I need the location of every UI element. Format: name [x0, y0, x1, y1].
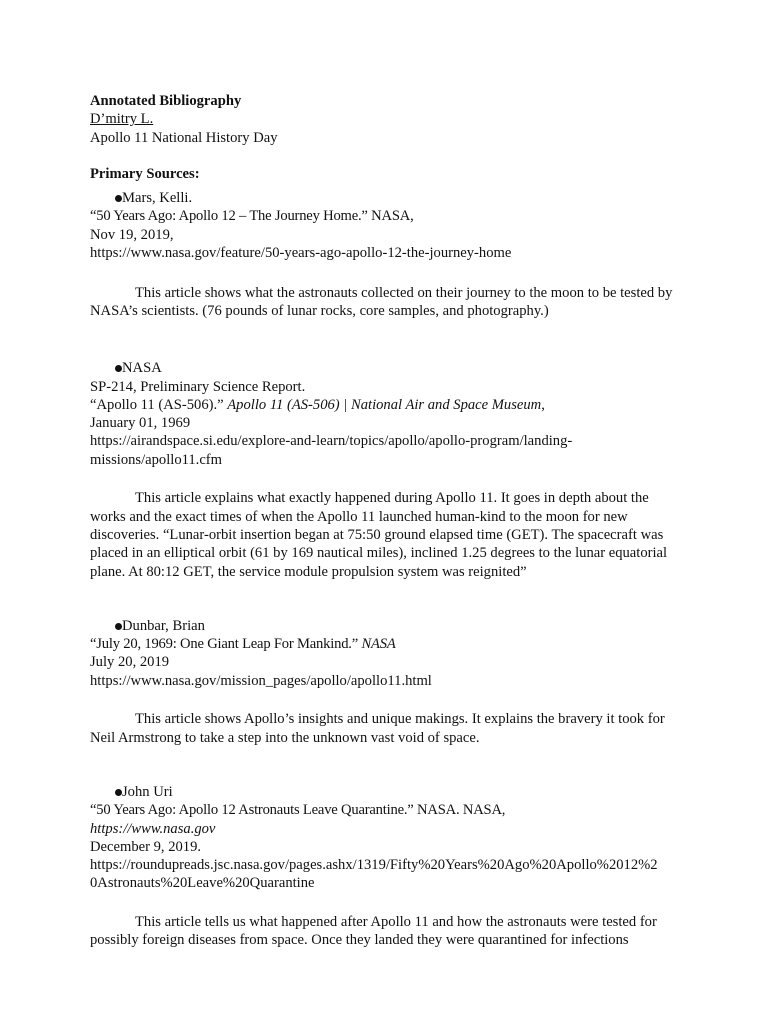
section-heading: Primary Sources:: [90, 165, 200, 182]
entry-url: https://www.nasa.gov/feature/50-years-ago-apollo-12-the-journey-home: [90, 245, 512, 262]
entry-url-continued: missions/apollo11.cfm: [90, 451, 223, 468]
entry-author: NASA: [90, 359, 688, 377]
entry-title: [90, 635, 688, 653]
entry-title-italic: Apollo 11 (AS-506) | National Air and Space Museum: [227, 396, 542, 413]
author-name: D’mitry L.: [90, 111, 154, 128]
bibliography-entry: [90, 617, 688, 747]
entry-annotation: This article shows Apollo’s insights and unique makings. It explains the bravery it took for Neil Armstrong to take a step into the unknown vast void of space.: [90, 711, 665, 746]
bibliography-entry: [90, 359, 688, 581]
entry-title-plain: “Apollo 11 (AS-506).”: [90, 396, 228, 413]
entry-date: Nov 19, 2019,: [90, 226, 174, 243]
document-title: Annotated Bibliography: [90, 93, 242, 109]
entry-title-plain: “July 20, 1969: One Giant Leap For Mankind.”: [90, 636, 362, 653]
entry-annotation: This article tells us what happened after Apollo 11 and how the astronauts were tested for possibly foreign diseases from space. Once they landed they were quarantined for infections: [90, 913, 657, 949]
entry-url: https://roundupreads.jsc.nasa.gov/pages.ashx/1319/Fifty%20Years%20Ago%20Apollo%2012%2: [90, 857, 658, 874]
entry-report: SP-214, Preliminary Science Report.: [90, 378, 306, 395]
entry-annotation: This article shows what the astronauts collected on their journey to the moon to be tested by NASA’s scientists. (76 pounds of lunar rocks, core samples, and photography.): [90, 284, 673, 319]
entry-title: “50 Years Ago: Apollo 12 Astronauts Leave Quarantine.” NASA. NASA,: [90, 802, 506, 819]
entry-site: https://www.nasa.gov: [90, 820, 216, 837]
entry-title: [90, 396, 688, 414]
entry-title: “50 Years Ago: Apollo 12 – The Journey Home.” NASA,: [90, 208, 414, 225]
entry-author: Mars, Kelli.: [90, 189, 688, 207]
entry-annotation: This article explains what exactly happened during Apollo 11. It goes in depth about the works and the exact times of when the Apollo 11 launched human-kind to the moon for new discoveries. “Lunar-orbit insertion began at 75:50 ground elapsed time (GET). The spacecraft was placed in an elliptical orbit (61 by 169 nautical miles), inclined 1.25 degrees to the lunar equatorial plane. At 80:12 GET, the service module propulsion system was reignited”: [90, 490, 668, 580]
bibliography-entry: [90, 189, 688, 320]
entry-url-continued: 0Astronauts%20Leave%20Quarantine: [90, 875, 315, 892]
entry-title-italic: NASA: [361, 636, 396, 653]
entry-date: December 9, 2019.: [90, 838, 202, 855]
entry-author: John Uri: [90, 783, 688, 801]
entry-title-tail: ,: [541, 396, 545, 413]
bibliography-entry: [90, 783, 688, 950]
entry-date: July 20, 2019: [90, 654, 170, 671]
entry-date: January 01, 1969: [90, 415, 191, 432]
project-name: Apollo 11 National History Day: [90, 129, 278, 146]
entry-url: https://airandspace.si.edu/explore-and-learn/topics/apollo/apollo-program/landing-: [90, 433, 573, 450]
entry-url: https://www.nasa.gov/mission_pages/apollo/apollo11.html: [90, 672, 432, 689]
entry-author: Dunbar, Brian: [90, 617, 688, 635]
